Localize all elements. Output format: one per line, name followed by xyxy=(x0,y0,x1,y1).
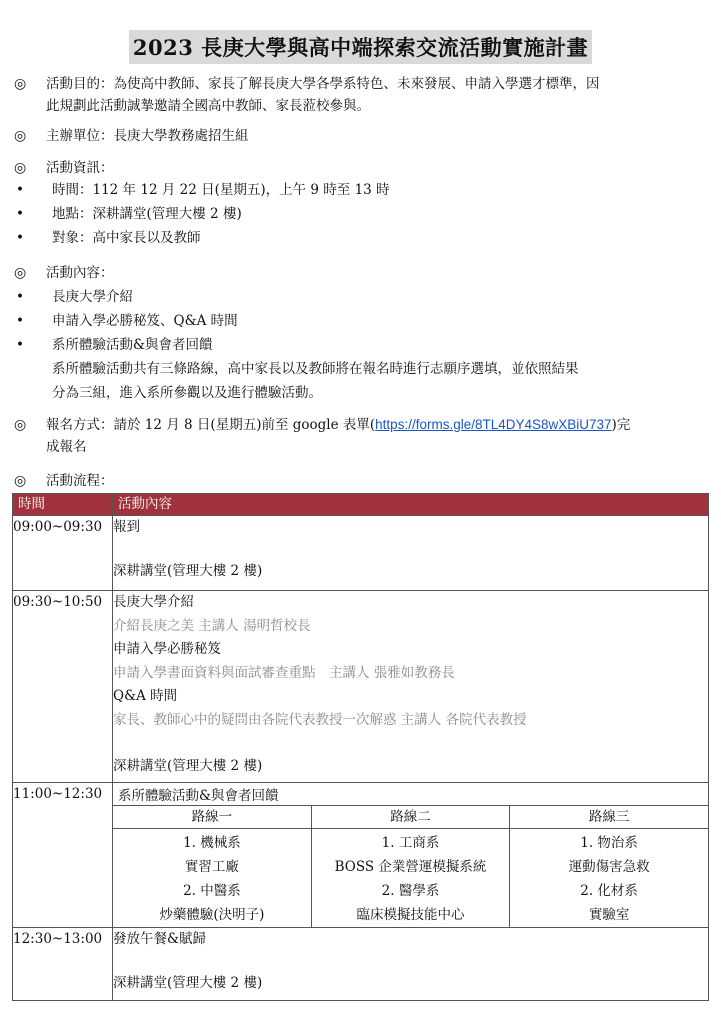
circle-bullet-icon: ◎ xyxy=(14,473,27,489)
bullet-dot-icon: • xyxy=(16,289,24,305)
registration-form-link[interactable]: https://forms.gle/8TL4DY4S8wXBiU737 xyxy=(375,417,612,432)
row-content: 發放午餐&賦歸 深耕講堂(管理大樓 2 樓) xyxy=(113,928,709,1001)
section-organizer xyxy=(14,125,704,147)
section-info xyxy=(14,157,704,249)
route-header: 路線三 xyxy=(510,806,708,829)
header-content: 活動內容 xyxy=(113,494,709,516)
section-flow xyxy=(14,470,704,492)
circle-bullet-icon: ◎ xyxy=(14,265,27,281)
table-row xyxy=(13,591,709,783)
routes-table xyxy=(113,806,708,927)
section-content xyxy=(14,262,704,404)
route-cell: 1. 機械系 實習工廠 2. 中醫系 炒藥體驗(決明子) xyxy=(113,829,311,928)
circle-bullet-icon: ◎ xyxy=(14,160,27,176)
purpose-text-1: 為使高中教師、家長了解長庚大學各學系特色、未來發展、申請入學選才標準，因 xyxy=(113,76,600,92)
content-label: 活動內容： xyxy=(46,265,114,281)
purpose-label: 活動目的： xyxy=(46,76,114,92)
content-desc-2: 分為三組，進入系所參觀以及進行體驗活動。 xyxy=(52,385,322,401)
purpose-text-2: 此規劃此活動誠摯邀請全國高中教師、家長蒞校參與。 xyxy=(46,98,370,114)
flow-label: 活動流程： xyxy=(46,473,114,489)
row-time: 09:30~10:50 xyxy=(13,591,113,783)
table-row xyxy=(13,928,709,1001)
registration-label: 報名方式： xyxy=(46,417,114,433)
routes-body-row xyxy=(113,829,708,928)
row-content: 報到 深耕講堂(管理大樓 2 樓) xyxy=(113,516,709,591)
bullet-dot-icon: • xyxy=(16,230,24,246)
organizer-value: 長庚大學教務處招生組 xyxy=(113,128,249,144)
title-wrap xyxy=(0,30,721,64)
schedule-table xyxy=(12,493,709,1001)
section-purpose xyxy=(14,73,704,117)
content-item: • 申請入學必勝秘笈、Q&A 時間 xyxy=(0,310,704,332)
organizer-label: 主辦單位： xyxy=(46,128,114,144)
row-content: 系所體驗活動&與會者回饋 路線一 路線二 路線三 1. 機械系 實習工廠 2. 中醫系 炒藥體驗(決明子) 1. 工商系 BOSS 企業營運模擬系統 2. 醫學系 臨床模擬技能中心 1. 物治系 運動傷害急救 2. 化材系 實驗室 xyxy=(113,783,709,928)
page-title: 2023 長庚大學與高中端探索交流活動實施計畫 xyxy=(129,30,592,64)
route-cell: 1. 工商系 BOSS 企業營運模擬系統 2. 醫學系 臨床模擬技能中心 xyxy=(311,829,509,928)
info-label: 活動資訊： xyxy=(46,160,114,176)
content-item: • 系所體驗活動&與會者回饋 xyxy=(0,334,704,356)
row-time: 09:00~09:30 xyxy=(13,516,113,591)
registration-prefix: 請於 12 月 8 日(星期五)前至 google 表單( xyxy=(113,417,376,433)
route-header: 路線一 xyxy=(113,806,311,829)
row-time: 12:30~13:00 xyxy=(13,928,113,1001)
bullet-dot-icon: • xyxy=(16,337,24,353)
table-row xyxy=(13,516,709,591)
row-content: 長庚大學介紹 介紹長庚之美 主講人 湯明哲校長 申請入學必勝秘笈 申請入學書面資料與面試審查重點 主講人 張雅如教務長 Q&A 時間 家長、教師心中的疑問由各院代表教授一次解惑 主講人 各院代表教授 深耕講堂(管理大樓 2 樓) xyxy=(113,591,709,783)
routes-header-row xyxy=(113,806,708,829)
content-desc-1: 系所體驗活動共有三條路線，高中家長以及教師將在報名時進行志願序選填，並依照結果 xyxy=(52,361,579,377)
info-item: • 對象：高中家長以及教師 xyxy=(0,227,704,249)
bullet-dot-icon: • xyxy=(16,182,24,198)
info-item: • 時間：112 年 12 月 22 日(星期五)，上午 9 時至 13 時 xyxy=(0,179,704,201)
section-registration xyxy=(14,414,704,458)
schedule-header-row xyxy=(13,494,709,516)
table-row xyxy=(13,783,709,928)
circle-bullet-icon: ◎ xyxy=(14,128,27,144)
row-time: 11:00~12:30 xyxy=(13,783,113,928)
route-cell: 1. 物治系 運動傷害急救 2. 化材系 實驗室 xyxy=(510,829,708,928)
bullet-dot-icon: • xyxy=(16,206,24,222)
info-item: • 地點：深耕講堂(管理大樓 2 樓) xyxy=(0,203,704,225)
header-time: 時間 xyxy=(13,494,113,516)
route-header: 路線二 xyxy=(311,806,509,829)
registration-suffix: )完 xyxy=(611,417,631,433)
content-item: • 長庚大學介紹 xyxy=(0,286,704,308)
circle-bullet-icon: ◎ xyxy=(14,417,27,433)
circle-bullet-icon: ◎ xyxy=(14,76,27,92)
registration-line-2: 成報名 xyxy=(46,439,87,455)
bullet-dot-icon: • xyxy=(16,313,24,329)
